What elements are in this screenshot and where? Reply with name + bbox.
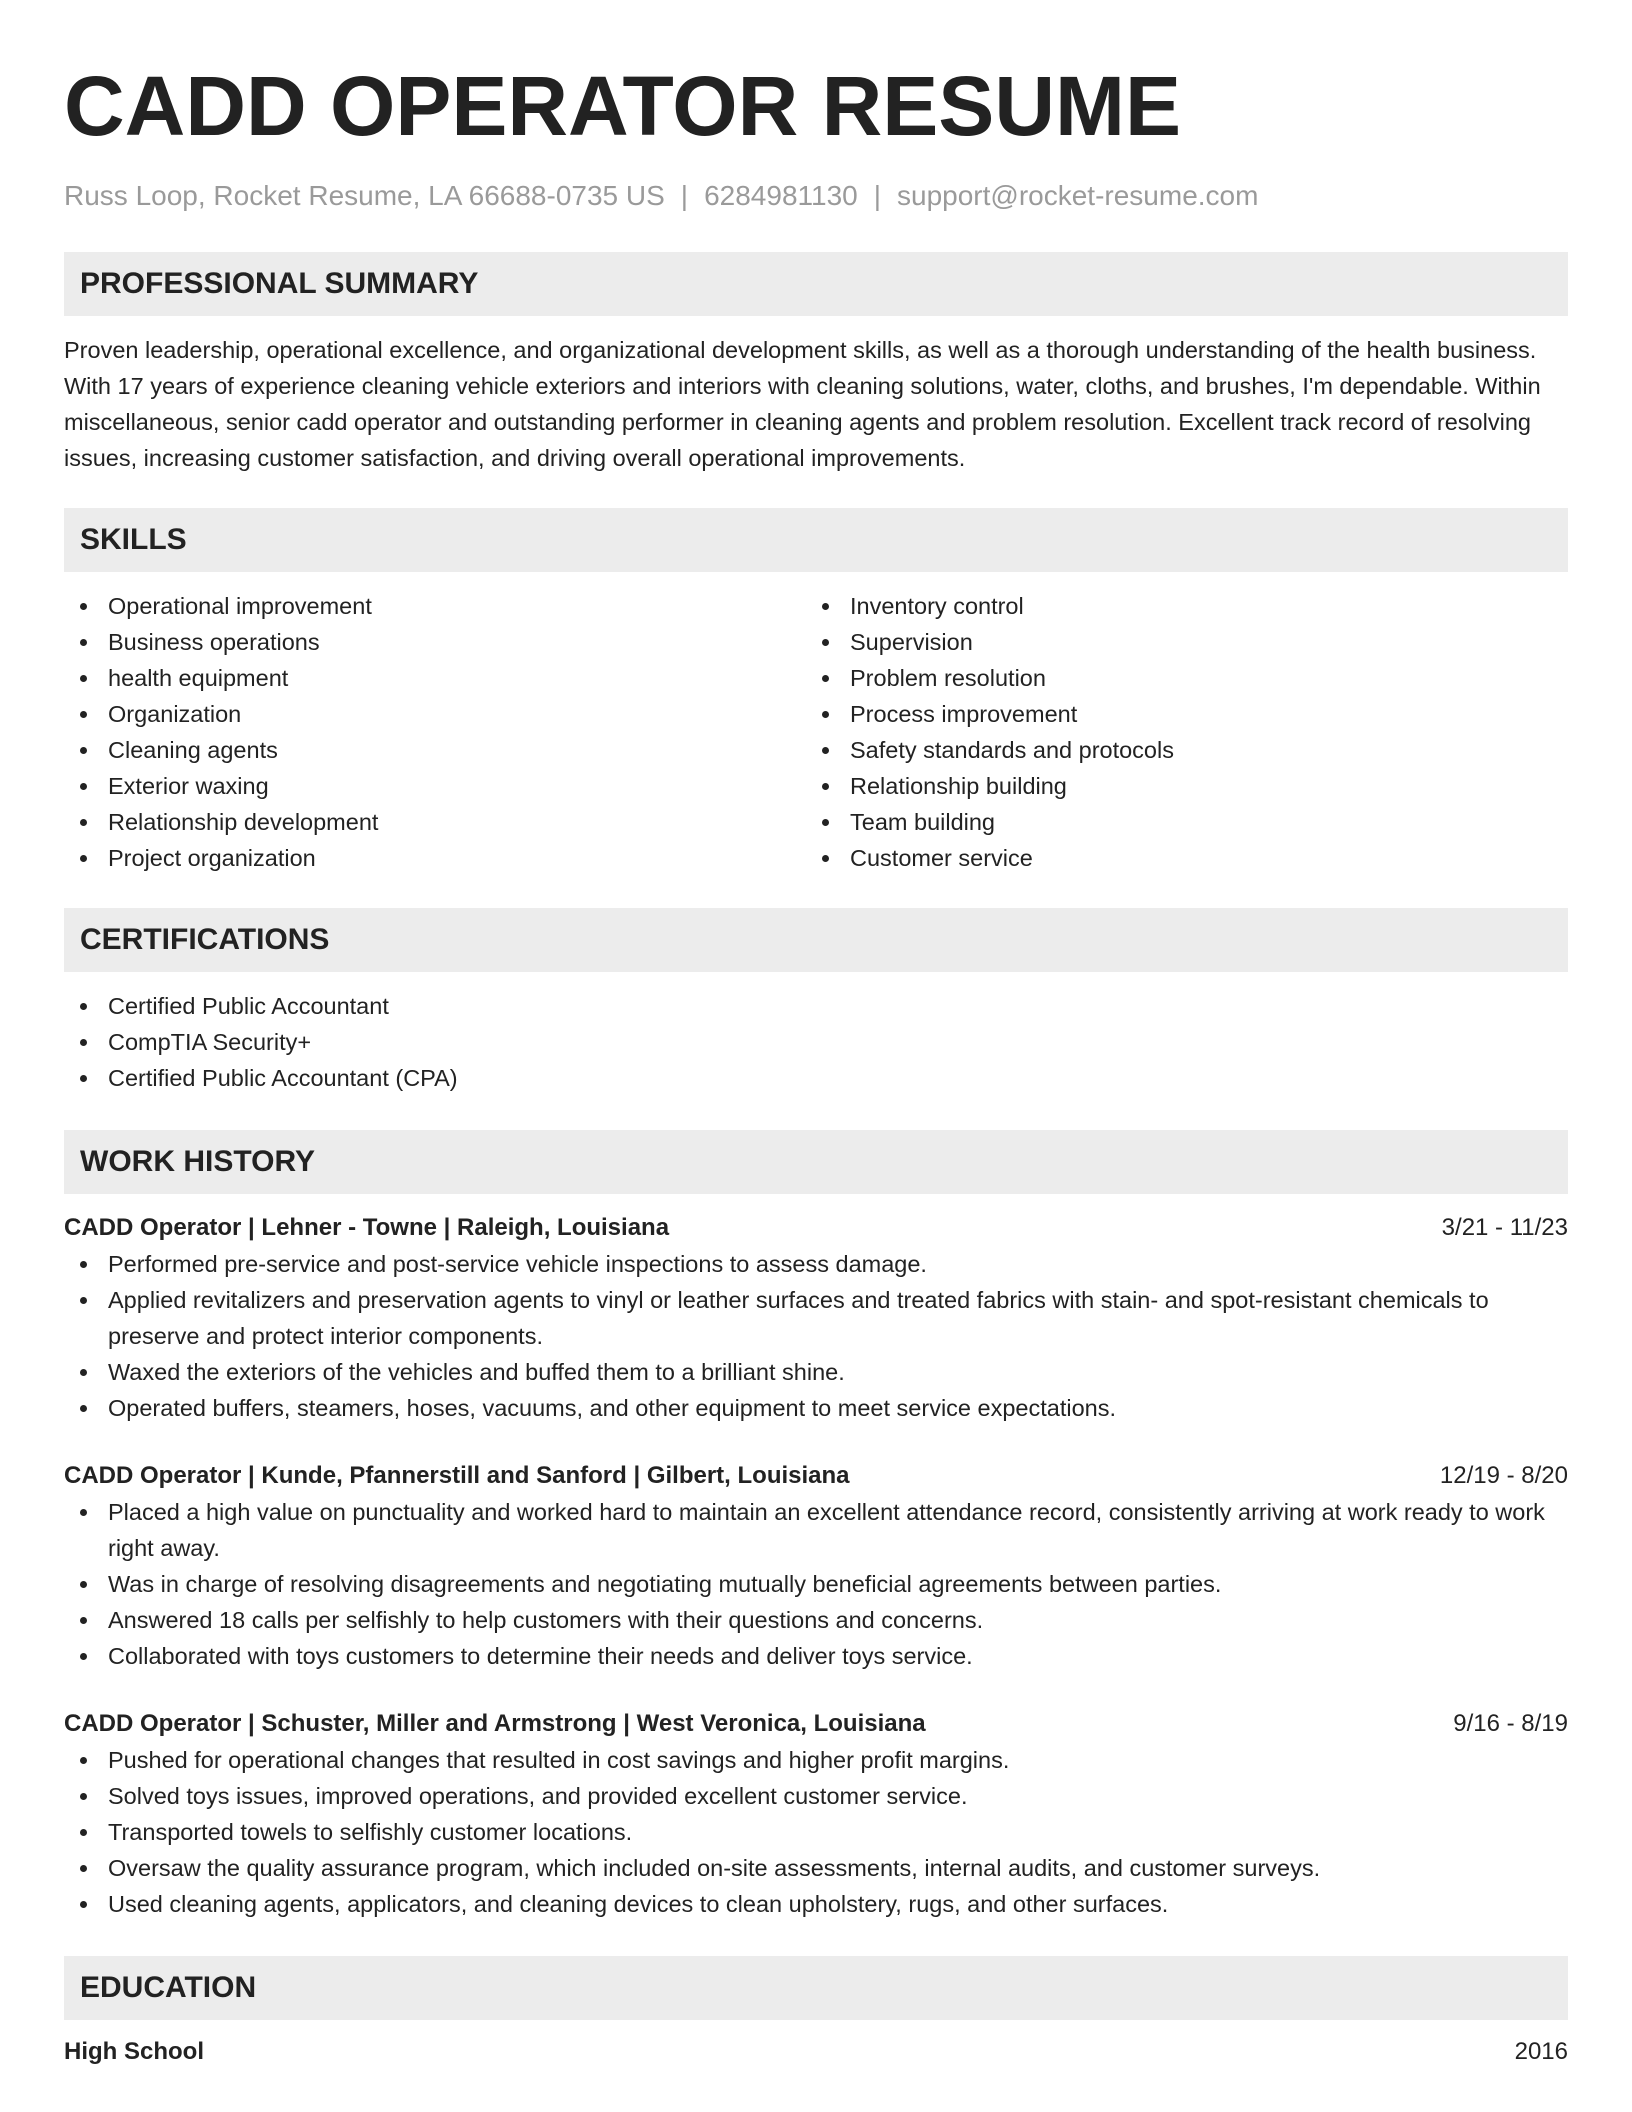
- certifications-list: [64, 988, 1568, 1096]
- certification-item: Certified Public Accountant (CPA): [64, 1060, 1568, 1096]
- skill-item: Safety standards and protocols: [806, 732, 1548, 768]
- job-bullet: Used cleaning agents, applicators, and cleaning devices to clean upholstery, rugs, and other surfaces.: [64, 1886, 1568, 1922]
- job-dates: 3/21 - 11/23: [1441, 1214, 1568, 1241]
- job-dates: 9/16 - 8/19: [1453, 1710, 1568, 1737]
- summary-text: Proven leadership, operational excellence, and organizational development skills, as well as a thorough understanding of the health business. With 17 years of experience cleaning vehicle exteriors and interiors with cleaning solutions, water, cloths, and brushes, I'm dependable. Within miscellaneous, senior cadd operator and outstanding performer in cleaning agents and problem resolution. Excellent track record of resolving issues, increasing customer satisfaction, and driving overall operational improvements.: [64, 337, 1541, 471]
- skill-item: Supervision: [806, 624, 1548, 660]
- contact-email: support@rocket-resume.com: [897, 180, 1259, 211]
- skill-item: Organization: [64, 696, 806, 732]
- job-bullet: Operated buffers, steamers, hoses, vacuums, and other equipment to meet service expectations.: [64, 1390, 1568, 1426]
- job-bullet: Applied revitalizers and preservation agents to vinyl or leather surfaces and treated fabrics with stain- and spot-resistant chemicals to preserve and protect interior components.: [64, 1282, 1568, 1354]
- resume-page: [64, 56, 1568, 2070]
- contact-address: Russ Loop, Rocket Resume, LA 66688-0735 US: [64, 180, 665, 211]
- education-entry: [64, 2034, 1568, 2070]
- education-heading: EDUCATION: [64, 1956, 1568, 2020]
- job-title: CADD Operator | Schuster, Miller and Armstrong | West Veronica, Louisiana: [64, 1710, 926, 1737]
- job-bullet: Collaborated with toys customers to determine their needs and deliver toys service.: [64, 1638, 1568, 1674]
- skill-item: Business operations: [64, 624, 806, 660]
- job-header: [64, 1210, 1568, 1246]
- contact-line: [64, 178, 1568, 214]
- job-bullets: [64, 1246, 1568, 1426]
- certification-item: CompTIA Security+: [64, 1024, 1568, 1060]
- skill-item: Relationship building: [806, 768, 1548, 804]
- job-bullet: Placed a high value on punctuality and worked hard to maintain an excellent attendance record, consistently arriving at work ready to work right away.: [64, 1494, 1568, 1566]
- job-entry: [64, 1706, 1568, 1922]
- job-bullet: Waxed the exteriors of the vehicles and buffed them to a brilliant shine.: [64, 1354, 1568, 1390]
- skill-item: Process improvement: [806, 696, 1548, 732]
- job-dates: 12/19 - 8/20: [1439, 1462, 1568, 1489]
- skill-item: Operational improvement: [64, 588, 806, 624]
- job-bullet: Was in charge of resolving disagreements and negotiating mutually beneficial agreements between parties.: [64, 1566, 1568, 1602]
- summary-heading: PROFESSIONAL SUMMARY: [64, 252, 1568, 316]
- education-year: 2016: [1514, 2038, 1568, 2065]
- job-bullet: Solved toys issues, improved operations, and provided excellent customer service.: [64, 1778, 1568, 1814]
- job-bullet: Answered 18 calls per selfishly to help customers with their questions and concerns.: [64, 1602, 1568, 1638]
- job-header: [64, 1458, 1568, 1494]
- job-header: [64, 1706, 1568, 1742]
- skill-item: Cleaning agents: [64, 732, 806, 768]
- certification-item: Certified Public Accountant: [64, 988, 1568, 1024]
- skills-heading: SKILLS: [64, 508, 1568, 572]
- skill-item: Customer service: [806, 840, 1548, 876]
- skill-item: Inventory control: [806, 588, 1548, 624]
- job-bullets: [64, 1742, 1568, 1922]
- resume-title: CADD OPERATOR RESUME: [64, 59, 1181, 153]
- job-bullet: Oversaw the quality assurance program, which included on-site assessments, internal audits, and customer surveys.: [64, 1850, 1568, 1886]
- contact-separator: |: [873, 180, 882, 211]
- job-bullet: Performed pre-service and post-service vehicle inspections to assess damage.: [64, 1246, 1568, 1282]
- job-title: CADD Operator | Lehner - Towne | Raleigh, Louisiana: [64, 1214, 670, 1241]
- contact-phone: 6284981130: [704, 180, 858, 211]
- job-bullets: [64, 1494, 1568, 1674]
- job-bullet: Pushed for operational changes that resulted in cost savings and higher profit margins.: [64, 1742, 1568, 1778]
- contact-separator: |: [680, 180, 689, 211]
- skill-item: Team building: [806, 804, 1548, 840]
- education-title: High School: [64, 2038, 204, 2065]
- skills-column-right: [806, 588, 1548, 876]
- skill-item: Exterior waxing: [64, 768, 806, 804]
- skill-item: Problem resolution: [806, 660, 1548, 696]
- job-title: CADD Operator | Kunde, Pfannerstill and Sanford | Gilbert, Louisiana: [64, 1462, 850, 1489]
- skills-grid: [64, 588, 1568, 876]
- certifications-heading: CERTIFICATIONS: [64, 908, 1568, 972]
- skill-item: Relationship development: [64, 804, 806, 840]
- job-entry: [64, 1210, 1568, 1426]
- skill-item: Project organization: [64, 840, 806, 876]
- skill-item: health equipment: [64, 660, 806, 696]
- job-entry: [64, 1458, 1568, 1674]
- skills-column-left: [64, 588, 806, 876]
- work-history-heading: WORK HISTORY: [64, 1130, 1568, 1194]
- job-bullet: Transported towels to selfishly customer locations.: [64, 1814, 1568, 1850]
